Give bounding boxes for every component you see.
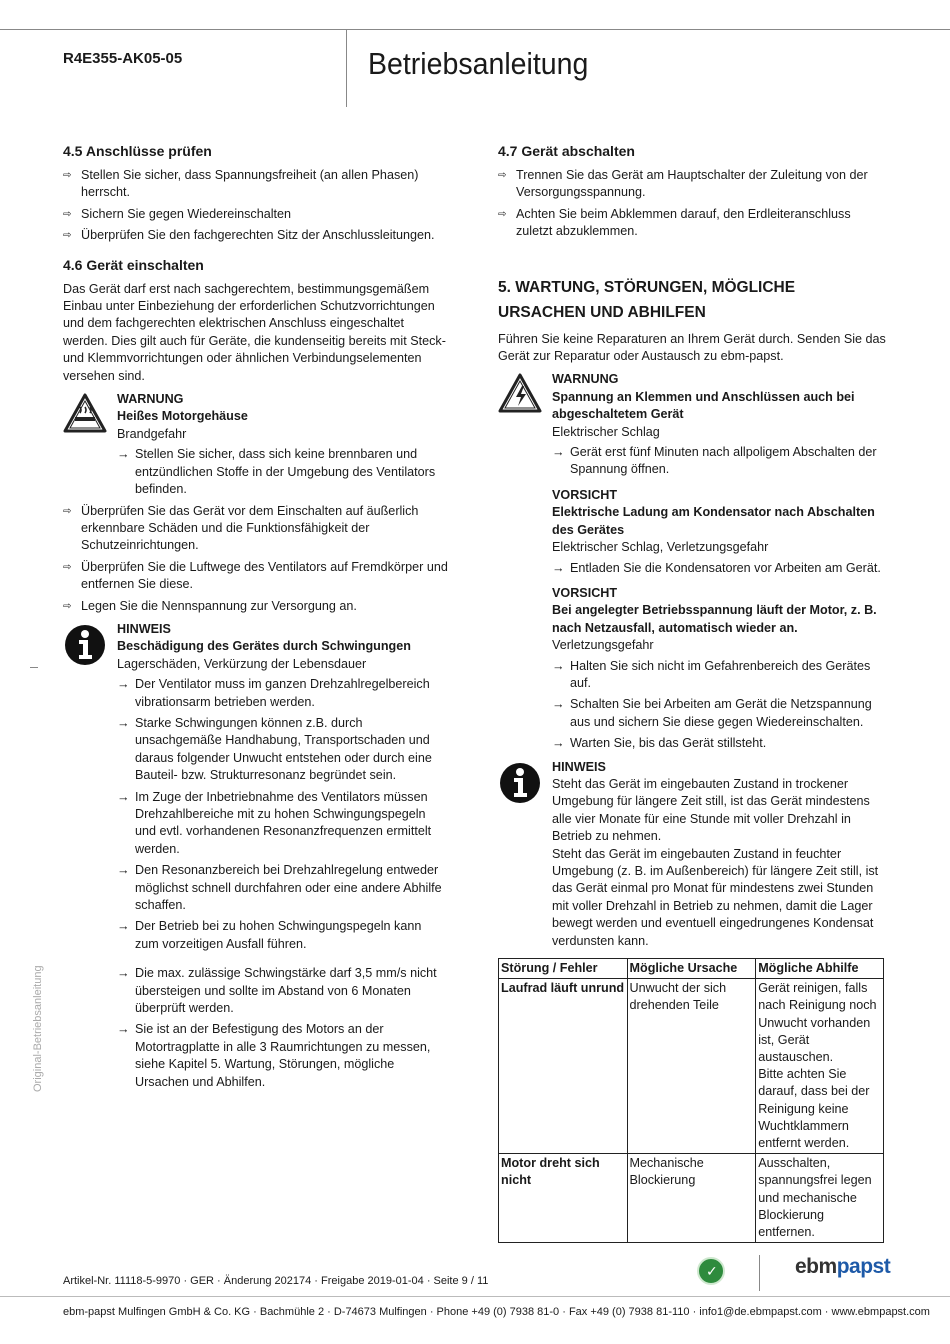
arrow-item: → Den Resonanzbereich bei Drehzahlregelung entweder möglichst schnell durchfahren oder eine andere Abhilfe schaffen. (117, 862, 448, 914)
footer-logo-divider (759, 1255, 760, 1291)
left-column (63, 141, 448, 1095)
section-4-6-paragraph: Das Gerät darf erst nach sachgerechtem, bestimmungsgemäßem Einbau unter Einbeziehung der erforderlichen Schutzvorrichtungen und dem fachgerechten elektrischen Anschluss eingeschaltet werden. Dies gilt auch für Geräte, die kundenseitig bereits mit Steck- und Klemmvorrichtungen oder ähnlichen Verbindungselementen versehen sind. (63, 281, 446, 383)
green-tech-badge-icon (697, 1257, 725, 1285)
table-header-cell: Mögliche Ursache (627, 959, 756, 979)
table-header-row (499, 959, 884, 979)
table-header-cell: Mögliche Abhilfe (756, 959, 884, 979)
table-header-cell: Störung / Fehler (499, 959, 628, 979)
arrow-item: → Der Betrieb bei zu hohen Schwingungspegeln kann zum vorzeitigen Ausfall führen. (117, 918, 448, 953)
arrow-item: → Gerät erst fünf Minuten nach allpoligem Abschalten der Spannung öffnen. (552, 444, 888, 479)
footer-company-line: ebm-papst Mulfingen GmbH & Co. KG · Bachmühle 2 · D-74673 Mulfingen · Phone +49 (0) 7938 81-0 · Fax +49 (0) 7938 81-110 · info1@de.ebmpapst.com · www.ebmpapst.com (63, 1306, 930, 1318)
table-row (499, 1154, 884, 1243)
bullet-item: ⇨ Stellen Sie sicher, dass Spannungsfreiheit (an allen Phasen) herrscht. (63, 167, 448, 202)
bullet-item: ⇨ Sichern Sie gegen Wiedereinschalten (63, 206, 448, 223)
table-cell: Laufrad läuft unrund (499, 979, 628, 1154)
model-number: R4E355-AK05-05 (63, 50, 183, 67)
bullet-item: ⇨ Überprüfen Sie den fachgerechten Sitz der Anschlussleitungen. (63, 227, 448, 244)
warning-label: WARNUNG (552, 372, 619, 387)
bullet-item: ⇨ Überprüfen Sie das Gerät vor dem Einschalten auf äußerlich erkennbare Schäden und die Funktionsfähigkeit der Schutzeinrichtungen. (63, 503, 448, 555)
hint-label: HINWEIS (117, 621, 171, 636)
right-column (498, 141, 888, 1243)
arrow-item: → Halten Sie sich nicht im Gefahrenbereich des Gerätes auf. (552, 658, 888, 693)
section-4-6-heading: 4.6 Gerät einschalten (63, 256, 204, 273)
side-label: Original-Betriebsanleitung (32, 965, 44, 1092)
section-4-5-heading: 4.5 Anschlüsse prüfen (63, 143, 212, 159)
caution-title: Elektrische Ladung am Kondensator nach Abschalten des Gerätes (552, 505, 875, 537)
bullet-item: ⇨ Überprüfen Sie die Luftwege des Ventilators auf Fremdkörper und entfernen Sie diese. (63, 559, 448, 594)
troubleshooting-table (498, 958, 884, 1243)
hint-paragraph: Steht das Gerät im eingebauten Zustand in trockener Umgebung für längere Zeit still, ist das Gerät mindestens alle vier Monate für eine Stunde mit voller Drehzahl in Betrieb zu nehmen. (552, 776, 870, 844)
section-5-paragraph: Führen Sie keine Reparaturen an Ihrem Gerät durch. Senden Sie das Gerät zur Reparatur oder Austausch zu ebm-papst. (498, 331, 886, 364)
warning-block-hot-surface (63, 391, 448, 498)
caution-label: VORSICHT (552, 585, 618, 600)
hint-title: Beschädigung des Gerätes durch Schwingungen (117, 639, 411, 654)
info-icon (498, 761, 542, 805)
remedy-text: Bitte achten Sie darauf, dass bei der Reinigung keine Wuchtklammern entfernt werden. (758, 1067, 870, 1151)
arrow-item: → Schalten Sie bei Arbeiten am Gerät die Netzspannung aus und sichern Sie diese gegen Wiedereinschalten. (552, 696, 888, 731)
bullet-item: ⇨ Trennen Sie das Gerät am Hauptschalter der Zuleitung von der Versorgungsspannung. (498, 167, 888, 202)
bullet-item: ⇨ Achten Sie beim Abklemmen darauf, den Erdleiteranschluss zuletzt abzuklemmen. (498, 206, 888, 241)
hint-subtitle: Lagerschäden, Verkürzung der Lebensdauer (117, 656, 367, 671)
arrow-item: → Im Zuge der Inbetriebnahme des Ventilators müssen Drehzahlbereiche mit zu hohen Schwingungspegeln und evtl. vorhandenen Resonanzfrequenzen ermittelt werden. (117, 789, 448, 859)
bullet-item: ⇨ Legen Sie die Nennspannung zur Versorgung an. (63, 598, 448, 615)
info-icon (63, 623, 107, 667)
warning-subtitle: Elektrischer Schlag (552, 424, 660, 439)
ebmpapst-logo: ebmpapst (795, 1255, 891, 1278)
table-cell: Mechanische Blockierung (627, 1154, 756, 1243)
remedy-text: Gerät reinigen, falls nach Reinigung noch Unwucht vorhanden ist, Gerät austauschen. (758, 981, 877, 1065)
caution-subtitle: Elektrischer Schlag, Verletzungsgefahr (552, 540, 769, 555)
arrow-item: → Die max. zulässige Schwingstärke darf 3,5 mm/s nicht übersteigen und sollte im Abstand von 6 Monaten überprüft werden. (117, 965, 448, 1017)
margin-tick (30, 667, 38, 668)
section-5-heading-line2: URSACHEN UND ABHILFEN (498, 303, 706, 321)
header-rule (0, 29, 950, 30)
electric-shock-warning-icon (498, 373, 542, 413)
hint-paragraph: Steht das Gerät im eingebauten Zustand in feuchter Umgebung (z. B. im Außenbereich) für längere Zeit still, ist das Gerät einmal pro Monat für mindestens zwei Stunden mit voller Drehzahl in Betrieb zu nehmen, damit die Lager bewegt werden und eventuell eingedrungenes Kondensat verdunsten kann. (552, 846, 879, 948)
arrow-item: → Starke Schwingungen können z.B. durch unsachgemäße Handhabung, Transportschaden und daraus folgender Unwucht entstehen oder durch eine Bauteil- bzw. Strukturresonanz begründet sein. (117, 715, 448, 785)
arrow-item: → Stellen Sie sicher, dass sich keine brennbaren und entzündlichen Stoffe in der Umgebung des Ventilators befinden. (117, 446, 448, 498)
page-title: Betriebsanleitung (368, 46, 589, 81)
table-cell: Motor dreht sich nicht (499, 1154, 628, 1243)
arrow-item: → Sie ist an der Befestigung des Motors an der Motortragplatte in alle 3 Raumrichtungen zu messen, siehe Kapitel 5. Wartung, Störungen, mögliche Ursachen und Abhilfen. (117, 1021, 448, 1091)
header-divider (346, 29, 347, 107)
footer-article-line: Artikel-Nr. 11118-5-9970 · GER · Änderung 202174 · Freigabe 2019-01-04 · Seite 9 / 11 (63, 1275, 489, 1287)
table-cell: Unwucht der sich drehenden Teile (627, 979, 756, 1154)
arrow-item: → Entladen Sie die Kondensatoren vor Arbeiten am Gerät. (552, 560, 888, 577)
footer-rule (0, 1296, 950, 1297)
table-cell: Ausschalten, spannungsfrei legen und mechanische Blockierung entfernen. (756, 1154, 884, 1243)
caution-label: VORSICHT (552, 487, 618, 502)
arrow-item: → Der Ventilator muss im ganzen Drehzahlregelbereich vibrationsarm betrieben werden. (117, 676, 448, 711)
hint-label: HINWEIS (552, 759, 606, 774)
section-5-heading-line1: 5. WARTUNG, STÖRUNGEN, MÖGLICHE (498, 278, 796, 296)
hint-block-standstill (498, 759, 888, 950)
table-row (499, 979, 884, 1154)
section-4-7-heading: 4.7 Gerät abschalten (498, 143, 635, 159)
warning-label: WARNUNG (117, 392, 184, 407)
warning-block-voltage (498, 371, 888, 752)
table-cell (756, 979, 884, 1154)
caution-subtitle: Verletzungsgefahr (552, 638, 654, 653)
warning-title: Heißes Motorgehäuse (117, 409, 248, 424)
arrow-item: → Warten Sie, bis das Gerät stillsteht. (552, 735, 888, 752)
hot-surface-warning-icon (63, 393, 107, 433)
warning-title: Spannung an Klemmen und Anschlüssen auch bei abgeschaltetem Gerät (552, 389, 855, 422)
hint-block-vibration (63, 621, 448, 1091)
caution-title: Bei angelegter Betriebsspannung läuft der Motor, z. B. nach Netzausfall, automatisch wieder an. (552, 603, 877, 635)
warning-subtitle: Brandgefahr (117, 426, 187, 441)
